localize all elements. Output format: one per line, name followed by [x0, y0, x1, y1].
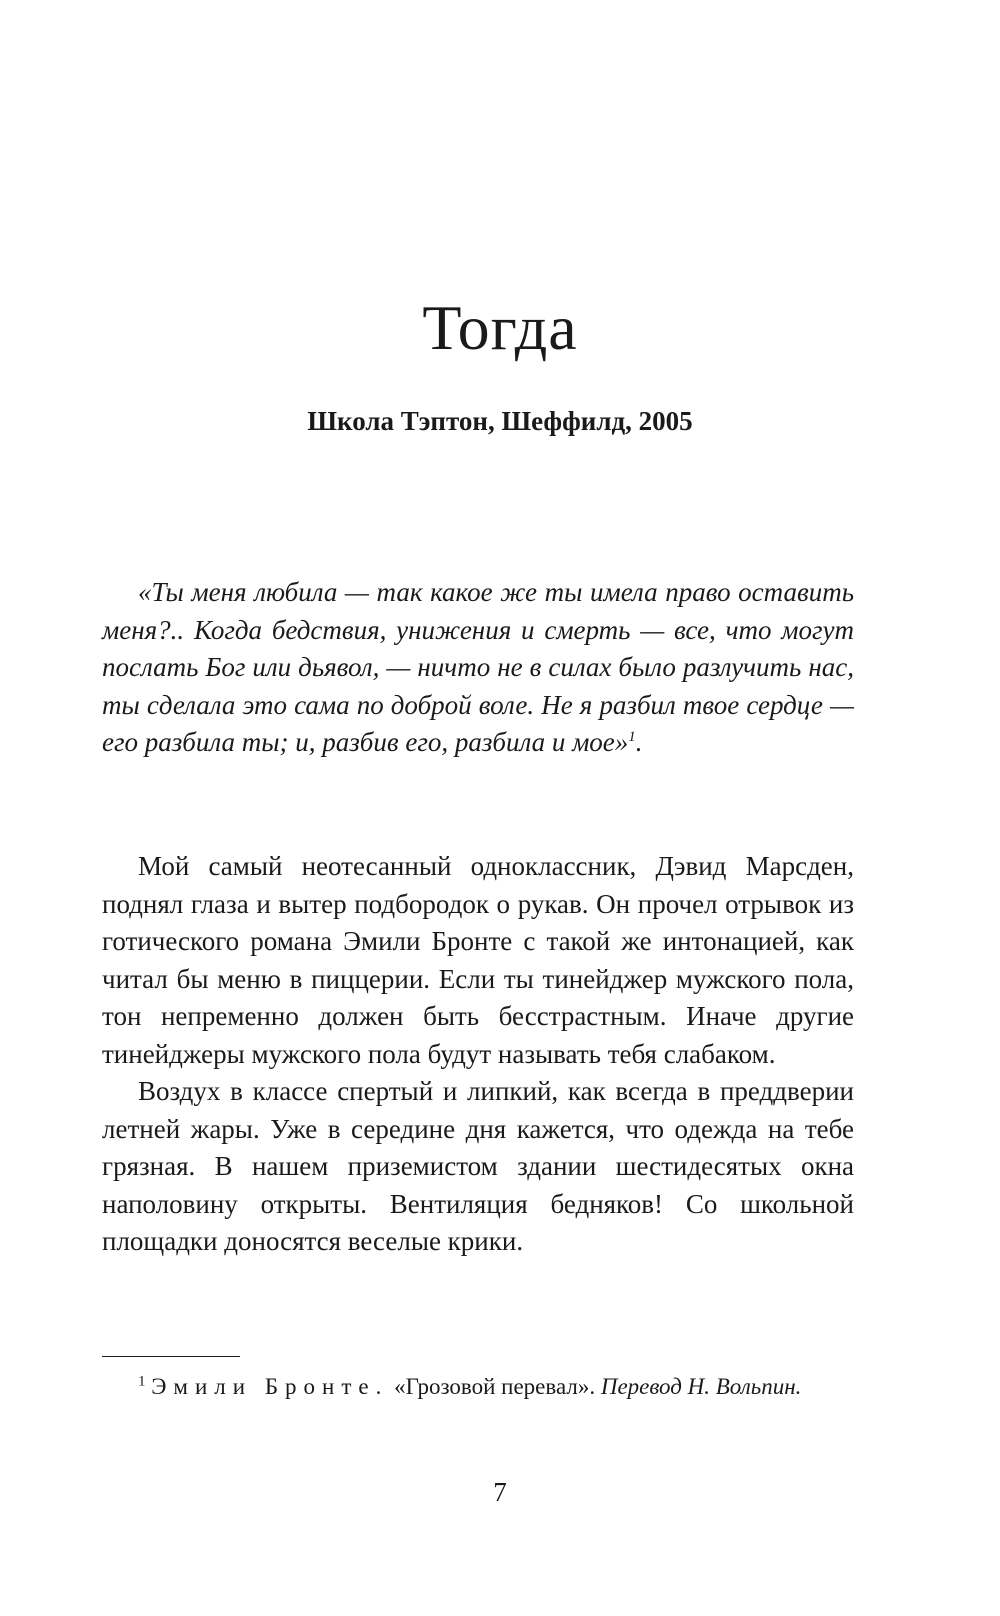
footnote [102, 1370, 854, 1404]
footnote-author: Эмили Бронте. [151, 1374, 389, 1399]
footnote-divider [102, 1356, 240, 1357]
epigraph-text: «Ты меня любила — так какое же ты имела право оставить меня?.. Когда бедствия, унижения и смерть — все, что могут послать Бог или дьявол, — ничто не в силах было разлучить нас, ты сделала это сама по доброй воле. Не я разбил твое сердце — его разбила ты; и, разбив его, разбила и мое» [102, 577, 854, 757]
epigraph-paragraph [102, 574, 854, 762]
footnote-translator: Перевод Н. Вольпин. [600, 1374, 802, 1399]
footnote-reference[interactable]: 1 [628, 729, 636, 745]
epigraph [102, 574, 854, 762]
page-number: 7 [493, 1477, 507, 1507]
epigraph-end: . [635, 727, 643, 757]
chapter-title: Тогда [422, 292, 578, 363]
footnote-number: 1 [138, 1373, 146, 1390]
chapter-subtitle: Школа Тэптон, Шеффилд, 2005 [307, 406, 693, 436]
footnote-work: «Грозовой перевал». [394, 1374, 596, 1399]
paragraph: Воздух в классе спертый и липкий, как всегда в преддверии летней жары. Уже в середине дня кажется, что одежда на тебе грязная. В нашем приземистом здании шестидесятых окна наполовину открыты. Вентиляция бедняков! Со школьной площадки доносятся веселые крики. [102, 1076, 854, 1256]
body-text [102, 848, 854, 1261]
paragraph: Мой самый неотесанный одноклассник, Дэвид Марсден, поднял глаза и вытер подбородок о рукав. Он прочел отрывок из готического романа Эмили Бронте с такой же интонацией, как читал бы меню в пиццерии. Если ты тинейджер мужского пола, тон непременно должен быть бесстрастным. Иначе другие тинейджеры мужского пола будут называть тебя слабаком. [102, 851, 854, 1069]
